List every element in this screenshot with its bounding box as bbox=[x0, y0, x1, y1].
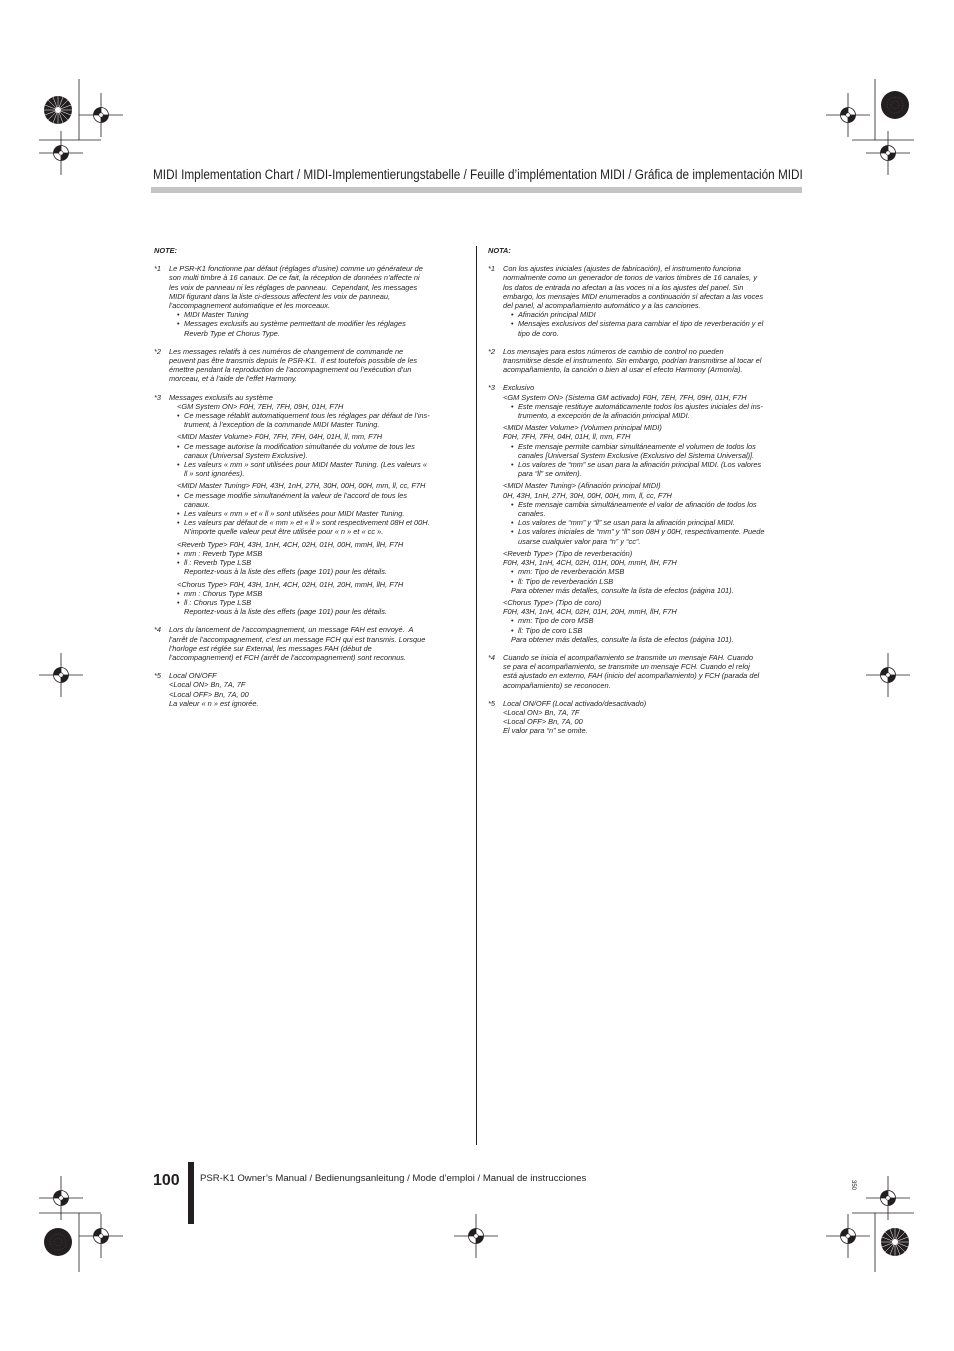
note-line: l’horloge est réglée sur External, les messages FAH (début de bbox=[169, 643, 372, 653]
note-line: • Los valores de “mm” y “ll” se usan para la afinación principal MIDI. bbox=[503, 518, 804, 527]
note-line: • ll : Reverb Type LSB bbox=[169, 558, 470, 567]
note-line: MIDI figurant dans la liste ci-dessous affectent les voix de panneau, bbox=[169, 291, 391, 301]
note-line: acompañamiento, la canción o bien al usar el efecto Harmony (Armonía). bbox=[503, 365, 743, 375]
note-line: canales. bbox=[518, 509, 546, 519]
note-number: *5 bbox=[488, 698, 495, 708]
page-number: 100 bbox=[153, 1172, 180, 1189]
note-line: morceau, et à l’aide de l’effet Harmony. bbox=[169, 374, 298, 384]
note-number: *4 bbox=[154, 625, 161, 635]
note-line: émettre pendant la reproduction de l’accompagnement ou l’exécution d’un bbox=[169, 365, 412, 375]
page-title: MIDI Implementation Chart / MIDI-Implementierungstabelle / Feuille d’implémentation MIDI / Gráfica de implementación MIDI bbox=[153, 167, 803, 183]
note-line: • Los valores de “mm” se usan para la afinación principal MIDI. (Los valores bbox=[503, 460, 804, 469]
note-item bbox=[488, 347, 804, 375]
note-line: • mm : Reverb Type MSB bbox=[169, 549, 470, 558]
note-line: usarse cualquier valor para “n” y “cc”. bbox=[518, 536, 641, 546]
note-number: *3 bbox=[488, 383, 495, 393]
note-line: les voix de panneau ni les réglages de panneau. Cependant, les messages bbox=[169, 282, 418, 292]
note-line: Para obtener más detalles, consulte la lista de efectos (página 101). bbox=[511, 585, 734, 595]
page-bar bbox=[188, 1162, 194, 1224]
notes-column-french bbox=[154, 246, 470, 708]
note-line: • ll : Chorus Type LSB bbox=[169, 598, 470, 607]
note-line: Para obtener más detalles, consulte la lista de efectos (página 101). bbox=[511, 634, 734, 644]
note-line: • mm: Tipo de reverberación MSB bbox=[503, 567, 804, 576]
note-number: *1 bbox=[154, 264, 161, 274]
note-line: canaux. bbox=[184, 499, 210, 509]
note-line: N’importe quelle valeur peut être utilisée pour « n » et « cc ». bbox=[184, 527, 384, 537]
note-line: normalmente como un generador de tonos de varios timbres de 16 canales, y bbox=[503, 273, 757, 283]
note-line: F0H, 43H, 1nH, 4CH, 02H, 01H, 20H, mmH, llH, F7H bbox=[503, 607, 677, 617]
note-line: los datos de entrada no afectan a las voces ni a los ajustes del panel. Sin bbox=[503, 282, 744, 292]
note-line: <GM System ON> F0H, 7EH, 7FH, 09H, 01H, F7H bbox=[177, 401, 344, 411]
side-code: 350 bbox=[850, 1180, 856, 1191]
note-line: Exclusivo bbox=[503, 383, 535, 393]
note-line: • Ce message modifie simultanément la valeur de l’accord de tous les bbox=[169, 491, 470, 500]
note-line: • Messages exclusifs au système permettant de modifier les réglages bbox=[169, 319, 470, 328]
note-line: • Ce message autorise la modification simultanée du volume de tous les bbox=[169, 442, 470, 451]
note-item bbox=[488, 264, 804, 338]
notes-title: NOTA: bbox=[488, 246, 511, 255]
note-line: Cuando se inicia el acompañamiento se transmite un mensaje FAH. Cuando bbox=[503, 652, 754, 662]
note-item bbox=[154, 264, 470, 338]
note-line: tipo de coro. bbox=[518, 328, 559, 338]
note-line: Local ON/OFF (Local activado/desactivado) bbox=[503, 698, 647, 708]
note-line: • mm: Tipo de coro MSB bbox=[503, 616, 804, 625]
note-line: Reverb Type et Chorus Type. bbox=[184, 328, 280, 338]
note-line: • ll: Tipo de reverberación LSB bbox=[503, 577, 804, 586]
note-line: Reportez-vous à la liste des effets (page 101) pour les détails. bbox=[184, 567, 387, 577]
note-line: • Ce message rétablit automatiquement tous les réglages par défaut de l’ins- bbox=[169, 411, 470, 420]
note-line: <Chorus Type> F0H, 43H, 1nH, 4CH, 02H, 01H, 20H, mmH, llH, F7H bbox=[177, 579, 404, 589]
note-line: se para el acompañamiento, se transmite un mensaje FCH. Cuando el reloj bbox=[503, 662, 750, 672]
note-line: <Local ON> Bn, 7A, 7F bbox=[503, 707, 580, 717]
note-line: Messages exclusifs au système bbox=[169, 392, 273, 402]
note-line: <MIDI Master Tuning> F0H, 43H, 1nH, 27H, 30H, 00H, 00H, mm, ll, cc, F7H bbox=[177, 481, 426, 491]
note-item bbox=[154, 347, 470, 384]
note-number: *3 bbox=[154, 392, 161, 402]
header-rule bbox=[151, 187, 802, 193]
note-line: Les messages relatifs à ces numéros de changement de commande ne bbox=[169, 346, 404, 356]
note-line: • mm : Chorus Type MSB bbox=[169, 589, 470, 598]
note-line: F0H, 7FH, 7FH, 04H, 01H, ll, mm, F7H bbox=[503, 432, 631, 442]
note-line: • Les valeurs « mm » et « ll » sont utilisées pour MIDI Master Tuning. bbox=[169, 509, 470, 518]
notes-title: NOTE: bbox=[154, 246, 177, 255]
note-line: ll » sont ignorées). bbox=[184, 469, 245, 479]
note-line: Con los ajustes iniciales (ajustes de fabricación), el instrumento funciona bbox=[503, 264, 741, 274]
note-line: del panel, al acompañamiento automático y a las canciones. bbox=[503, 301, 701, 311]
note-line: son multi timbre à 16 canaux. De ce fait, la réception de données n’affecte ni bbox=[169, 273, 420, 283]
note-line: <MIDI Master Volume> (Volumen principal MIDI) bbox=[503, 423, 662, 433]
note-item bbox=[154, 671, 470, 708]
note-line: <Local ON> Bn, 7A, 7F bbox=[169, 680, 246, 690]
note-line: <GM System ON> (Sistema GM activado) F0H, 7EH, 7FH, 09H, 01H, F7H bbox=[503, 392, 747, 402]
note-line: trument, à l’exception de la commande MIDI Master Tuning. bbox=[184, 420, 380, 430]
note-line: peuvent pas être transmis depuis le PSR-K1. Il est toutefois possible de les bbox=[169, 356, 418, 366]
column-divider bbox=[476, 246, 477, 1145]
note-line: canales [Universal System Exclusive (Exclusivo del Sistema Universal)]. bbox=[518, 450, 755, 460]
note-line: • Mensajes exclusivos del sistema para cambiar el tipo de reverberación y el bbox=[503, 319, 804, 328]
note-line: acompañamiento) se reconocen. bbox=[503, 680, 611, 690]
note-line: La valeur « n » est ignorée. bbox=[169, 698, 259, 708]
note-item bbox=[488, 383, 804, 643]
note-line: 0H, 43H, 1nH, 27H, 30H, 00H, 00H, mm, ll, cc, F7H bbox=[503, 490, 672, 500]
note-line: Le PSR-K1 fonctionne par défaut (réglages d’usine) comme un générateur de bbox=[169, 264, 423, 274]
note-item bbox=[488, 653, 804, 690]
note-line: • MIDI Master Tuning bbox=[169, 310, 470, 319]
note-item bbox=[154, 625, 470, 662]
note-line: El valor para “n” se omite. bbox=[503, 726, 588, 736]
note-line: Reportez-vous à la liste des effets (page 101) pour les détails. bbox=[184, 607, 387, 617]
note-line: <MIDI Master Volume> F0H, 7FH, 7FH, 04H, 01H, ll, mm, F7H bbox=[177, 432, 383, 442]
note-line: F0H, 43H, 1nH, 4CH, 02H, 01H, 00H, mmH, llH, F7H bbox=[503, 558, 677, 568]
note-line: • Este mensaje permite cambiar simultáneamente el volumen de todos los bbox=[503, 442, 804, 451]
note-line: transmitirse desde el instrumento. Sin embargo, podrían transmitirse al tocar el bbox=[503, 356, 762, 366]
note-line: • Afinación principal MIDI bbox=[503, 310, 804, 319]
note-line: <Reverb Type> F0H, 43H, 1nH, 4CH, 02H, 01H, 00H, mmH, llH, F7H bbox=[177, 539, 404, 549]
note-number: *1 bbox=[488, 264, 495, 274]
notes-column-spanish bbox=[488, 246, 804, 736]
note-line: l’accompagnement automatique et les morceaux. bbox=[169, 301, 331, 311]
note-line: Lors du lancement de l’accompagnement, un message FAH est envoyé. A bbox=[169, 625, 414, 635]
note-line: <Local OFF> Bn, 7A, 00 bbox=[503, 717, 583, 727]
note-line: <MIDI Master Tuning> (Afinación principal MIDI) bbox=[503, 481, 661, 491]
note-item bbox=[488, 699, 804, 736]
note-line: canaux (Universal System Exclusive). bbox=[184, 450, 308, 460]
note-line: • Este mensaje cambia simultáneamente el valor de afinación de todos los bbox=[503, 500, 804, 509]
note-number: *2 bbox=[154, 346, 161, 356]
note-line: • ll: Tipo de coro LSB bbox=[503, 626, 804, 635]
note-line: trumento, a excepción de la afinación principal MIDI. bbox=[518, 411, 690, 421]
note-line: • Les valeurs « mm » sont utilisées pour MIDI Master Tuning. (Les valeurs « bbox=[169, 460, 470, 469]
note-line: Local ON/OFF bbox=[169, 671, 217, 681]
note-number: *5 bbox=[154, 671, 161, 681]
note-number: *2 bbox=[488, 346, 495, 356]
manual-title: PSR-K1 Owner’s Manual / Bedienungsanleitung / Mode d’emploi / Manual de instrucciones bbox=[200, 1173, 587, 1184]
note-line: l’accompagnement) et FCH (arrêt de l’accompagnement) sont reconnus. bbox=[169, 652, 407, 662]
note-line: está ajustado en externo, FAH (inicio del acompañamiento) y FCH (parada del bbox=[503, 671, 760, 681]
note-number: *4 bbox=[488, 652, 495, 662]
note-line: • Los valores iniciales de “mm” y “ll” son 08H y 00H, respectivamente. Puede bbox=[503, 527, 804, 536]
note-line: • Este mensaje restituye automáticamente todos los ajustes iniciales del ins- bbox=[503, 402, 804, 411]
note-item bbox=[154, 393, 470, 617]
note-line: embargo, los mensajes MIDI enumerados a continuación sí afectan a las voces bbox=[503, 291, 764, 301]
note-line: <Chorus Type> (Tipo de coro) bbox=[503, 597, 602, 607]
note-line: <Local OFF> Bn, 7A, 00 bbox=[169, 689, 249, 699]
note-line: • Les valeurs par défaut de « mm » et « ll » sont respectivement 08H et 00H. bbox=[169, 518, 470, 527]
note-line: Los mensajes para estos números de cambio de control no pueden bbox=[503, 346, 724, 356]
note-line: <Reverb Type> (Tipo de reverberación) bbox=[503, 548, 633, 558]
note-line: l’arrêt de l’accompagnement, c’est un message FCH qui est transmis. Lorsque bbox=[169, 634, 426, 644]
note-line: para “ll” se omiten). bbox=[518, 469, 582, 479]
